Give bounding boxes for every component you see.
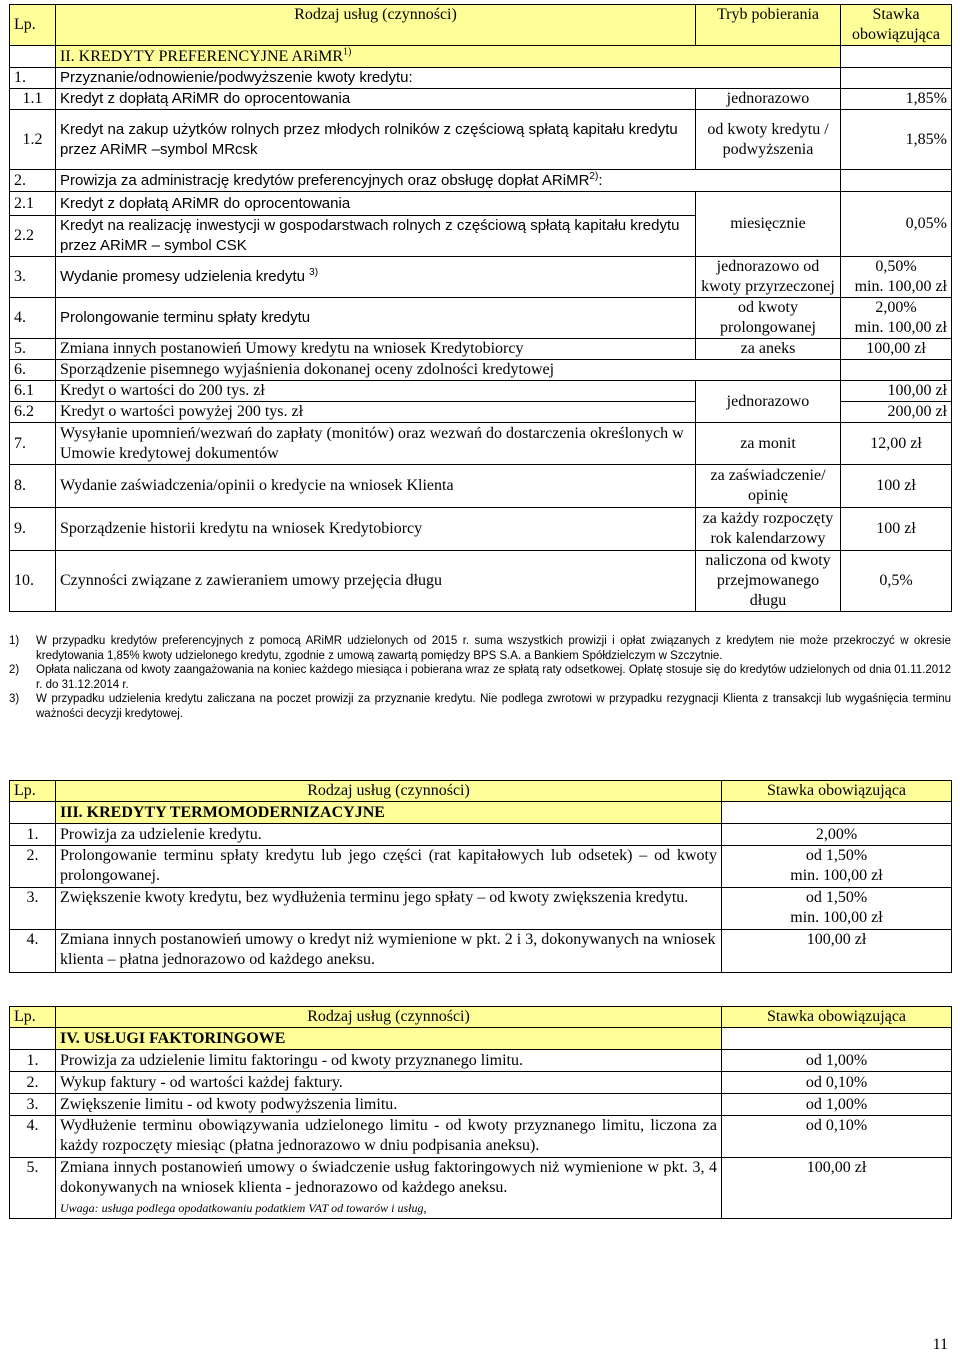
table-cell: 2.1	[10, 192, 56, 216]
table-row	[10, 192, 952, 216]
table-cell: 0,50% min. 100,00 zł	[841, 257, 952, 298]
table-cell	[722, 1028, 952, 1050]
table-cell: 6.2	[10, 402, 56, 423]
table-row	[10, 423, 952, 465]
table-cell: od 1,00%	[722, 1050, 952, 1072]
table-row	[10, 110, 952, 170]
section-row	[10, 802, 952, 824]
table-cell: Czynności związane z zawieraniem umowy przejęcia długu	[56, 551, 696, 612]
table-cell: 0,05%	[841, 192, 952, 257]
table-cell: Kredyt z dopłatą ARiMR do oprocentowania	[56, 192, 696, 216]
table-row	[10, 824, 952, 846]
table-row	[10, 68, 952, 89]
section-title: II. KREDYTY PREFERENCYJNE ARiMR$^{1)}$	[56, 46, 841, 68]
table-cell	[10, 46, 56, 68]
page-number: 11	[932, 1336, 948, 1353]
table-cell: Lp.	[10, 1007, 56, 1028]
table-cell: 3.	[10, 1094, 56, 1116]
table-cell: jednorazowo	[696, 89, 841, 110]
table-cell: Zmiana innych postanowień Umowy kredytu na wniosek Kredytobiorcy	[56, 339, 696, 360]
table-cell: 7.	[10, 423, 56, 465]
table-cell: Kredyt z dopłatą ARiMR do oprocentowania	[56, 89, 696, 110]
table-row	[10, 1158, 952, 1219]
table-cell: Sporządzenie historii kredytu na wniosek Kredytobiorcy	[56, 508, 696, 551]
table-cell: 2.	[10, 846, 56, 888]
section-row	[10, 1028, 952, 1050]
table-cell: od 1,50% min. 100,00 zł	[722, 846, 952, 888]
table-header	[10, 5, 952, 46]
table-cell: Zwiększenie limitu - od kwoty podwyższenia limitu.	[56, 1094, 722, 1116]
footnotes	[9, 634, 951, 721]
table-cell: 5.	[10, 1158, 56, 1219]
table-cell	[841, 360, 952, 381]
table-cell: 1,85%	[841, 89, 952, 110]
table-cell: Wydanie zaświadczenia/opinii o kredycie na wniosek Klienta	[56, 465, 696, 508]
table-cell: Kredyt o wartości powyżej 200 tys. zł	[56, 402, 696, 423]
table-header	[10, 781, 952, 802]
table-cell: 0,5%	[841, 551, 952, 612]
table-cell	[10, 802, 56, 824]
table-cell: 2.2	[10, 216, 56, 257]
table-cell: miesięcznie	[696, 192, 841, 257]
table-cell: 2,00%	[722, 824, 952, 846]
table-cell: od 0,10%	[722, 1072, 952, 1094]
section-row	[10, 46, 952, 68]
table-cell: Zmiana innych postanowień umowy o kredyt niż wymienione w pkt. 2 i 3, dokonywanych na wniosek klienta – płatna jednorazowo od każdego aneksu.	[56, 930, 722, 973]
table-cell: Wysyłanie upomnień/wezwań do zapłaty (monitów) oraz wezwań do dostarczenia określonych w Umowie kredytowej dokumentów	[56, 423, 696, 465]
table-cell: Prowizja za udzielenie kredytu.	[56, 824, 722, 846]
header-mode: Tryb pobierania	[696, 5, 841, 46]
table-thermomodernization-credits	[9, 780, 952, 973]
table-cell: Sporządzenie pisemnego wyjaśnienia dokonanej oceny zdolności kredytowej	[56, 360, 841, 381]
table-row	[10, 360, 952, 381]
table-cell: 5.	[10, 339, 56, 360]
table-cell	[841, 68, 952, 89]
table-cell: Kredyt na zakup użytków rolnych przez młodych rolników z częściową spłatą kapitału kredytu przez ARiMR –symbol MRcsk	[56, 110, 696, 170]
table-row	[10, 930, 952, 973]
header-lp: Lp.	[10, 5, 56, 46]
table-cell: Zmiana innych postanowień umowy o świadczenie usług faktoringowych niż wymienione w pkt. 3, 4 dokonywanych na wniosek klienta - jednorazowo od każdego aneksu. Uwaga: usługa podlega opodatkowaniu podatkiem VAT od towarów i usług,	[56, 1158, 722, 1219]
table-cell: 12,00 zł	[841, 423, 952, 465]
table-cell: Kredyt na realizację inwestycji w gospodarstwach rolnych z częściową spłatą kapitału kredytu przez ARiMR – symbol CSK	[56, 216, 696, 257]
table-cell: od 1,50% min. 100,00 zł	[722, 888, 952, 930]
table-row	[10, 846, 952, 888]
table-cell: od 1,00%	[722, 1094, 952, 1116]
table-cell: od 0,10%	[722, 1116, 952, 1158]
table-cell: naliczona od kwoty przejmowanego długu	[696, 551, 841, 612]
table-factoring-services	[9, 1006, 952, 1219]
table-cell: 9.	[10, 508, 56, 551]
table-cell: Prowizja za udzielenie limitu faktoringu - od kwoty przyznanego limitu.	[56, 1050, 722, 1072]
table-cell: 200,00 zł	[841, 402, 952, 423]
table-cell: jednorazowo	[696, 381, 841, 423]
table-row	[10, 298, 952, 339]
table-cell: 10.	[10, 551, 56, 612]
table-cell: 100 zł	[841, 465, 952, 508]
header-rate: Stawka obowiązująca	[841, 5, 952, 46]
section-title: III. KREDYTY TERMOMODERNIZACYJNE	[56, 802, 722, 824]
table-header	[10, 1007, 952, 1028]
table-preferential-credits	[9, 4, 952, 612]
table-cell: Rodzaj usług (czynności)	[56, 781, 722, 802]
footnote: 1) W przypadku kredytów preferencyjnych z pomocą ARiMR udzielonych od 2015 r. suma wszystkich prowizji i opłat związanych z kredytem nie może przekroczyć w okresie kredytowania 1,85% kwoty udzielonego kredytu, zgodnie z umową zawartą pomiędzy BPS S.A. a Bankiem Spółdzielczym w Szczytnie.	[9, 635, 951, 662]
table-cell: Prolongowanie terminu spłaty kredytu lub jego części (rat kapitałowych lub odsetek) – od kwoty prolongowanej.	[56, 846, 722, 888]
section-title: IV. USŁUGI FAKTORINGOWE	[56, 1028, 722, 1050]
table-cell: Przyznanie/odnowienie/podwyższenie kwoty kredytu:	[56, 68, 841, 89]
vat-note: Uwaga: usługa podlega opodatkowaniu podatkiem VAT od towarów i usług,	[60, 1201, 427, 1215]
table-cell: za aneks	[696, 339, 841, 360]
table-row	[10, 170, 952, 192]
table-cell: 3.	[10, 257, 56, 298]
table-cell: Wykup faktury - od wartości każdej faktury.	[56, 1072, 722, 1094]
table-cell: 2,00% min. 100,00 zł	[841, 298, 952, 339]
table-row	[10, 1050, 952, 1072]
table-cell: 1.	[10, 824, 56, 846]
table-cell: Rodzaj usług (czynności)	[56, 1007, 722, 1028]
table-cell: 1.2	[10, 110, 56, 170]
table-row	[10, 1094, 952, 1116]
table-row	[10, 508, 952, 551]
table-row	[10, 339, 952, 360]
table-cell: 6.	[10, 360, 56, 381]
table-cell: 1.1	[10, 89, 56, 110]
table-cell: od kwoty kredytu / podwyższenia	[696, 110, 841, 170]
table-cell: Kredyt o wartości do 200 tys. zł	[56, 381, 696, 402]
table-cell: za monit	[696, 423, 841, 465]
table-cell: od kwoty prolongowanej	[696, 298, 841, 339]
table-row	[10, 465, 952, 508]
table-cell: 8.	[10, 465, 56, 508]
header-name: Rodzaj usług (czynności)	[56, 5, 696, 46]
table-cell: 1.	[10, 1050, 56, 1072]
table-cell: 4.	[10, 930, 56, 973]
table-cell: jednorazowo od kwoty przyrzeczonej	[696, 257, 841, 298]
table-cell: 4.	[10, 298, 56, 339]
table-cell: Wydłużenie terminu obowiązywania udzielonego limitu - od kwoty przyznanego limitu, liczona za każdy rozpoczęty miesiąc (płatna jednorazowo w dniu podpisania aneksu).	[56, 1116, 722, 1158]
table-row	[10, 1116, 952, 1158]
table-row	[10, 381, 952, 402]
table-cell	[10, 1028, 56, 1050]
table-cell: 3.	[10, 888, 56, 930]
table-cell: za zaświadczenie/ opinię	[696, 465, 841, 508]
table-cell: Wydanie promesy udzielenia kredytu $^{3)}$	[56, 257, 696, 298]
table-cell: Prowizja za administrację kredytów preferencyjnych oraz obsługę dopłat ARiMR$^{2)}$:	[56, 170, 841, 192]
table-cell: 100,00 zł	[722, 1158, 952, 1219]
table-cell	[841, 170, 952, 192]
table-cell: 100 zł	[841, 508, 952, 551]
table-cell: za każdy rozpoczęty rok kalendarzowy	[696, 508, 841, 551]
table-cell	[841, 46, 952, 68]
table-cell: 2.	[10, 170, 56, 192]
table-row	[10, 551, 952, 612]
table-row	[10, 257, 952, 298]
table-row	[10, 1072, 952, 1094]
footnote: 3) W przypadku udzielenia kredytu zaliczana na poczet prowizji za przyznanie kredytu. Nie podlega zwrotowi w przypadku rezygnacji Klienta z transakcji lub wygaśnięcia terminu ważności decyzji kredytowej.	[9, 693, 951, 720]
table-cell: 4.	[10, 1116, 56, 1158]
table-cell: 6.1	[10, 381, 56, 402]
table-cell: Stawka obowiązująca	[722, 781, 952, 802]
table-cell: 100,00 zł	[722, 930, 952, 973]
table-cell: 100,00 zł	[841, 339, 952, 360]
table-cell: 1,85%	[841, 110, 952, 170]
footnote: 2) Opłata naliczana od kwoty zaangażowania na koniec każdego miesiąca i pobierana wraz ze spłatą raty odsetkowej. Opłatę stosuje się do kredytów udzielonych od dnia 01.11.2012 r. do 31.12.2014 r.	[9, 664, 951, 691]
table-cell: 100,00 zł	[841, 381, 952, 402]
table-cell	[722, 802, 952, 824]
table-cell: 2.	[10, 1072, 56, 1094]
table-cell: Lp.	[10, 781, 56, 802]
table-row	[10, 888, 952, 930]
table-cell: Stawka obowiązująca	[722, 1007, 952, 1028]
table-cell: 1.	[10, 68, 56, 89]
table-row	[10, 89, 952, 110]
table-cell: Zwiększenie kwoty kredytu, bez wydłużenia terminu jego spłaty – od kwoty zwiększenia kredytu.	[56, 888, 722, 930]
table-cell: Prolongowanie terminu spłaty kredytu	[56, 298, 696, 339]
